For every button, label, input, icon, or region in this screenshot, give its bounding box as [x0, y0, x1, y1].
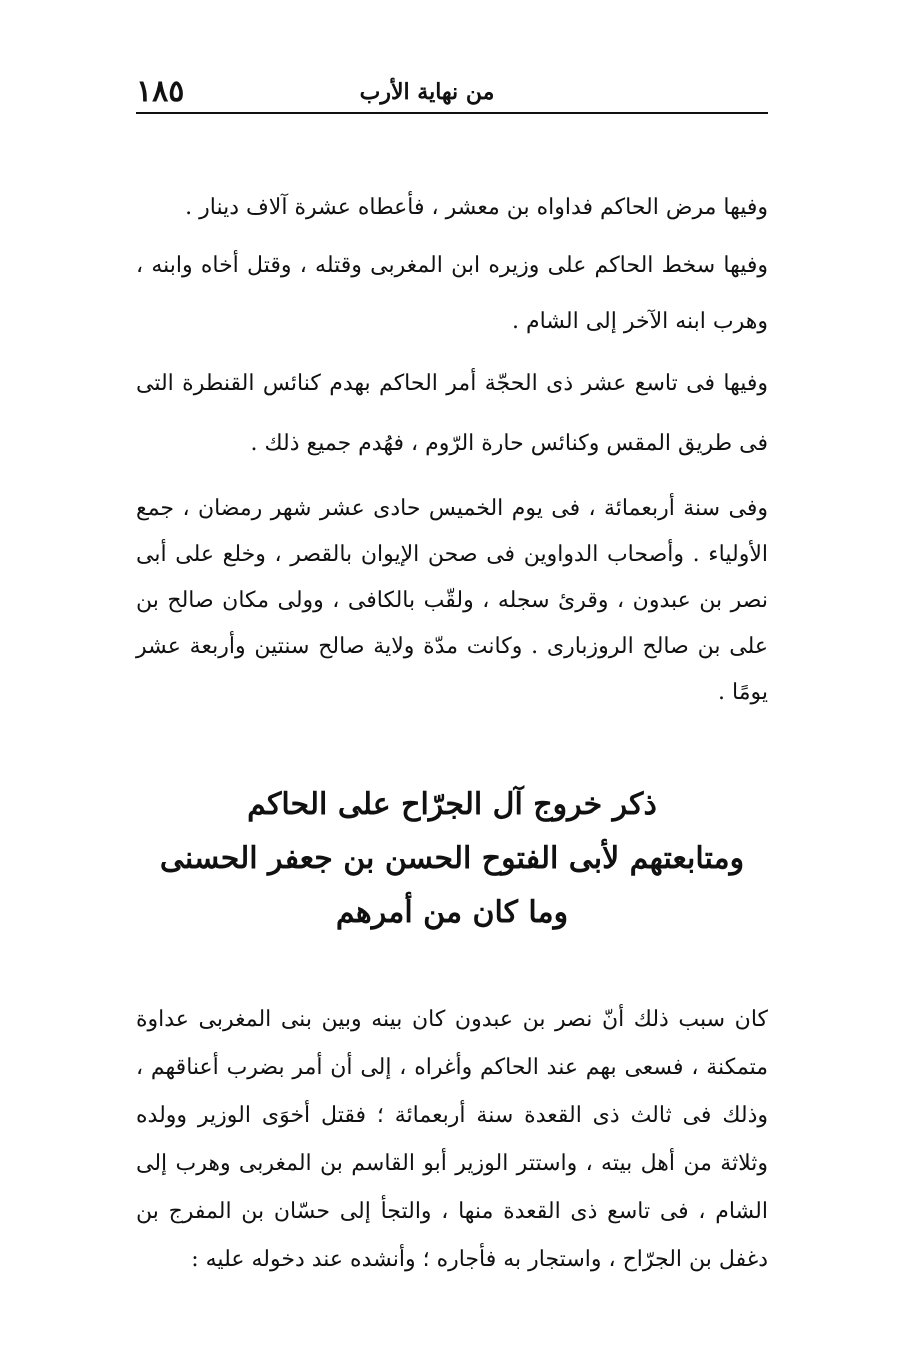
section-heading-line: ومتابعتهم لأبى الفتوح الحسن بن جعفر الحسنى — [159, 841, 745, 876]
paragraph: وفى سنة أربعمائة ، فى يوم الخميس حادى عشر شهر رمضان ، جمع الأولياء . وأصحاب الدواوين فى صحن الإيوان بالقصر ، وخلع على أبى نصر بن عبدون ، وقرئ سجله ، ولقّب بالكافى ، وولى مكان صالح بن على بن صالح الروزبارى . وكانت مدّة ولاية صالح سنتين وأربعة عشر يومًا . — [136, 496, 768, 705]
running-title: من نهاية الأرب — [359, 79, 495, 105]
section-heading-line: ذكر خروج آل الجرّاح على الحاكم — [247, 787, 657, 822]
section-heading-line: وما كان من أمرهم — [335, 895, 569, 930]
paragraph: كان سبب ذلك أنّ نصر بن عبدون كان بينه وبين بنى المغربى عداوة متمكنة ، فسعى بهم عند الحاكم وأغراه ، إلى أن أمر بضرب أعناقهم ، وذلك فى ثالث ذى القعدة سنة أربعمائة ؛ فقتل أخوَى الوزير وولده وثلاثة من أهل بيته ، واستتر الوزير أبو القاسم بن المغربى وهرب إلى الشام ، فى تاسع ذى القعدة منها ، والتجأ إلى حسّان بن المفرج بن دغفل بن الجرّاح ، واستجار به فأجاره ؛ وأنشده عند دخوله عليه : — [136, 1007, 768, 1272]
paragraph: وفيها مرض الحاكم فداواه بن معشر ، فأعطاه عشرة آلاف دينار . — [185, 195, 768, 220]
paragraph: وفيها فى تاسع عشر ذى الحجّة أمر الحاكم بهدم كنائس القنطرة التى فى طريق المقس وكنائس حارة الرّوم ، فهُدم جميع ذلك . — [136, 371, 768, 456]
paragraph: وفيها سخط الحاكم على وزيره ابن المغربى وقتله ، وقتل أخاه وابنه ، وهرب ابنه الآخر إلى الشام . — [136, 253, 768, 334]
section-heading — [136, 778, 768, 940]
page-header — [136, 72, 768, 114]
page-number: ١٨٥ — [136, 74, 185, 109]
